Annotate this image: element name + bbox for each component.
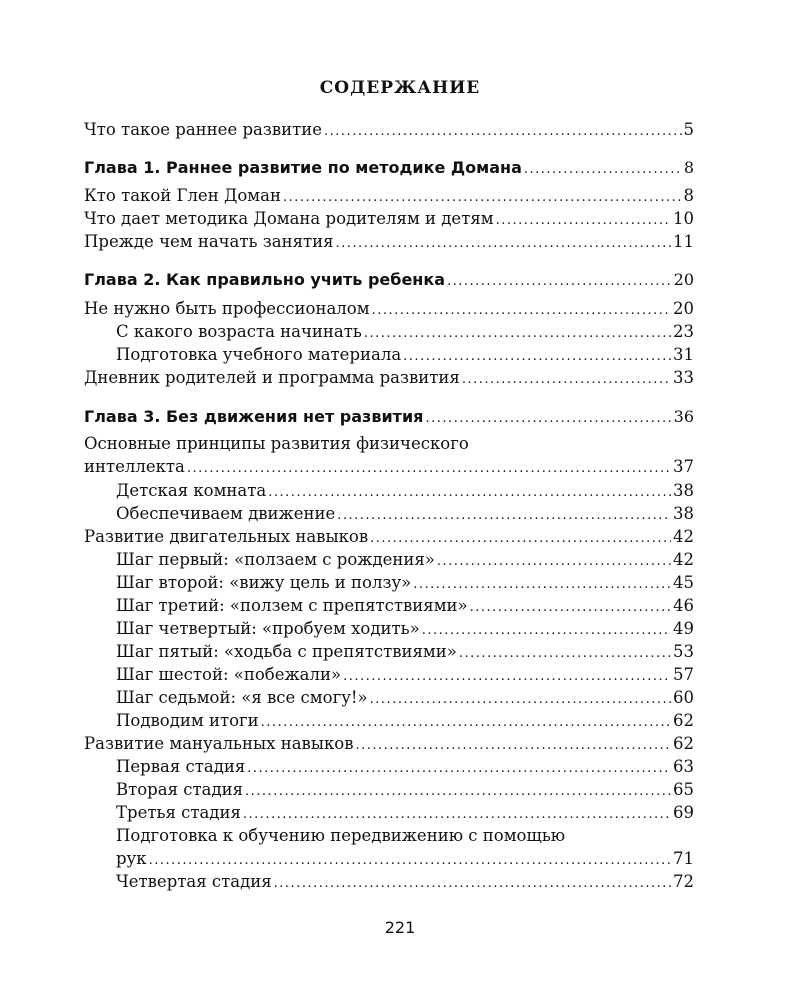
toc-chapter: [84, 405, 694, 429]
toc-chapter-label: Глава 3. Без движения нет развития: [84, 407, 424, 426]
toc-entry: [84, 732, 694, 756]
toc-chapter: [84, 156, 694, 180]
toc-entry-label: Развитие мануальных навыков: [84, 734, 354, 753]
toc-subentry: [116, 663, 694, 687]
toc-entry-page: 42: [673, 527, 694, 546]
toc-entry: [84, 230, 694, 254]
toc-subentry: [116, 686, 694, 710]
toc-entry-page: 10: [673, 209, 694, 228]
toc-subentry: [116, 594, 694, 618]
toc-entry-label: Шаг седьмой: «я все смогу!»: [116, 688, 368, 707]
toc-subentry: [116, 870, 694, 894]
dot-leader: [425, 405, 671, 431]
toc-entry-page: 46: [673, 596, 694, 615]
toc-entry-page: 45: [673, 573, 694, 592]
toc-entry-page: 11: [673, 232, 694, 251]
toc-entry-page: 8: [683, 186, 694, 205]
toc-subentry: [116, 320, 694, 344]
toc-entry-page: 20: [673, 270, 694, 289]
toc-entry-label: С какого возраста начинать: [116, 322, 362, 341]
toc-subentry: [116, 801, 694, 825]
toc-subentry: [116, 502, 694, 526]
dot-leader: [187, 455, 671, 481]
toc-entry-page: 63: [673, 757, 694, 776]
toc-entry-label: Не нужно быть профессионалом: [84, 299, 370, 318]
toc-entry-label: Шаг пятый: «ходьба с препятствиями»: [116, 642, 457, 661]
toc-entry-label: Вторая стадия: [116, 780, 244, 799]
toc-subentry: [116, 617, 694, 641]
toc-entry-label: Третья стадия: [116, 803, 241, 822]
toc-entry-page: 42: [673, 550, 694, 569]
page-number: 221: [384, 918, 416, 937]
toc-subentry: [116, 640, 694, 664]
toc-subentry: [116, 778, 694, 802]
toc-entry-page: 69: [673, 803, 694, 822]
toc-entry-page: 8: [683, 158, 694, 177]
toc-entry-label: интеллекта: [84, 457, 185, 476]
toc-entry-page: 20: [673, 299, 694, 318]
dot-leader: [524, 156, 682, 182]
toc-subentry: [116, 571, 694, 595]
toc-entry-label: Подводим итоги: [116, 711, 259, 730]
toc-entry-page: 53: [673, 642, 694, 661]
toc-entry-page: 60: [673, 688, 694, 707]
toc-chapter-label: Глава 1. Раннее развитие по методике Домана: [84, 158, 522, 177]
toc-entry-page: 33: [673, 368, 694, 387]
toc-entry-page: 5: [683, 120, 694, 139]
dot-leader: [447, 268, 672, 294]
toc-entry: [84, 297, 694, 321]
dot-leader: [462, 366, 671, 392]
toc-entry: [84, 455, 694, 479]
toc-entry-page: 36: [673, 407, 694, 426]
toc-entry-label: рук: [116, 849, 147, 868]
toc-chapter-label: Глава 2. Как правильно учить ребенка: [84, 270, 446, 289]
dot-leader: [274, 870, 671, 896]
toc-entry-label: Дневник родителей и программа развития: [84, 368, 460, 387]
toc-entry-label: Подготовка к обучению передвижению с помощью: [116, 826, 566, 845]
toc-entry-page: 72: [673, 872, 694, 891]
toc-subentry: [116, 755, 694, 779]
toc-entry: [84, 432, 694, 456]
toc-entry-label: Детская комната: [116, 481, 267, 500]
toc-entry: [84, 525, 694, 549]
toc-entry-label: Развитие двигательных навыков: [84, 527, 369, 546]
toc-entry-label: Что дает методика Домана родителям и детям: [84, 209, 494, 228]
toc-chapter: [84, 268, 694, 292]
toc-entry-page: 37: [673, 457, 694, 476]
toc-subentry: [116, 343, 694, 367]
page-title: СОДЕРЖАНИЕ: [319, 78, 481, 98]
dot-leader: [324, 118, 681, 144]
toc-entry-page: 23: [673, 322, 694, 341]
toc-subentry: [116, 709, 694, 733]
toc-entry-label: Шаг шестой: «побежали»: [116, 665, 342, 684]
toc-entry-label: Основные принципы развития физического: [84, 434, 469, 453]
toc-entry-page: 49: [673, 619, 694, 638]
toc-entry-label: Четвертая стадия: [116, 872, 272, 891]
dot-leader: [336, 230, 671, 256]
toc-subentry: [116, 548, 694, 572]
toc-subentry: [116, 824, 694, 848]
toc-entry-label: Прежде чем начать занятия: [84, 232, 334, 251]
toc-entry-page: 57: [673, 665, 694, 684]
toc-entry-page: 31: [673, 345, 694, 364]
toc-entry: [84, 366, 694, 390]
toc-entry-label: Что такое раннее развитие: [84, 120, 323, 139]
toc-subentry: [116, 479, 694, 503]
toc-entry-page: 38: [673, 504, 694, 523]
toc-entry: [84, 118, 694, 142]
toc-entry: [84, 184, 694, 208]
toc-entry-page: 62: [673, 711, 694, 730]
toc-entry-label: Шаг первый: «ползаем с рождения»: [116, 550, 435, 569]
toc-entry-label: Подготовка учебного материала: [116, 345, 402, 364]
toc-entry-label: Обеспечиваем движение: [116, 504, 336, 523]
toc-entry-label: Шаг третий: «ползем с препятствиями»: [116, 596, 468, 615]
toc-entry-label: Шаг четвертый: «пробуем ходить»: [116, 619, 420, 638]
toc-entry: [84, 207, 694, 231]
toc-subentry: [116, 847, 694, 871]
toc-entry-page: 65: [673, 780, 694, 799]
toc-entry-label: Кто такой Глен Доман: [84, 186, 281, 205]
toc-entry-page: 62: [673, 734, 694, 753]
toc-entry-page: 71: [673, 849, 694, 868]
toc-entry-label: Первая стадия: [116, 757, 246, 776]
toc-entry-label: Шаг второй: «вижу цель и ползу»: [116, 573, 412, 592]
toc-entry-page: 38: [673, 481, 694, 500]
